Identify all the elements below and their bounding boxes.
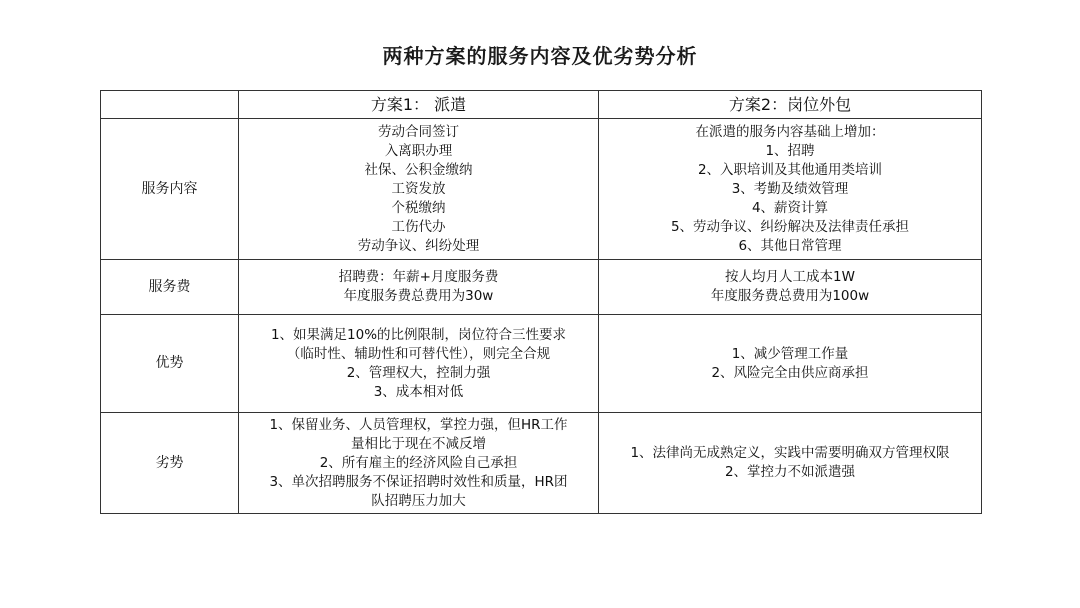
- cell-plan-b-disadvantages: [599, 413, 982, 514]
- cell-line: 入离职办理: [384, 142, 453, 159]
- cell-line: 2、入职培训及其他通用类培训: [697, 161, 883, 178]
- cell-plan-a-service-fee: [239, 260, 599, 315]
- table-row: [101, 260, 982, 315]
- cell-line: 队招聘压力加大: [371, 492, 466, 509]
- cell-line: 工伤代办: [391, 218, 446, 235]
- row-label-service-fee: 服务费: [101, 260, 239, 315]
- cell-line: 1、法律尚无成熟定义，实践中需要明确双方管理权限: [630, 445, 950, 461]
- header-corner: [101, 91, 239, 119]
- cell-line: 社保、公积金缴纳: [364, 161, 473, 178]
- header-plan-b: 方案2：岗位外包: [599, 91, 982, 119]
- comparison-table: [100, 90, 982, 514]
- header-plan-a: 方案1： 派遣: [239, 91, 599, 119]
- cell-plan-a-advantages: [239, 315, 599, 413]
- cell-plan-b-advantages: [599, 315, 982, 413]
- cell-line: 劳动争议、纠纷处理: [357, 237, 480, 254]
- cell-line: 5、劳动争议、纠纷解决及法律责任承担: [670, 218, 910, 235]
- cell-line: 年度服务费总费用为30w: [343, 288, 494, 304]
- table-row: [101, 119, 982, 260]
- cell-line: 2、风险完全由供应商承担: [711, 364, 869, 381]
- cell-line: 个税缴纳: [391, 199, 446, 216]
- table-row: [101, 413, 982, 514]
- cell-line: 3、成本相对低: [373, 383, 464, 400]
- table-header-row: [101, 91, 982, 119]
- cell-line: 6、其他日常管理: [738, 237, 842, 254]
- row-label-service-content: 服务内容: [101, 119, 239, 260]
- cell-line: （临时性、辅助性和可替代性），则完全合规: [286, 345, 551, 362]
- cell-line: 在派遣的服务内容基础上增加：: [695, 123, 885, 140]
- cell-line: 3、单次招聘服务不保证招聘时效性和质量，HR团: [269, 473, 568, 490]
- row-label-advantages: 优势: [101, 315, 239, 413]
- cell-line: 工资发放: [391, 180, 446, 197]
- table-row: [101, 315, 982, 413]
- page-title: 两种方案的服务内容及优劣势分析: [382, 44, 698, 68]
- cell-line: 2、掌控力不如派遣强: [724, 464, 856, 480]
- cell-line: 年度服务费总费用为100w: [710, 288, 870, 304]
- row-label-disadvantages: 劣势: [101, 413, 239, 514]
- cell-plan-a-service-content: [239, 119, 599, 260]
- cell-line: 2、管理权大，控制力强: [346, 364, 491, 381]
- cell-plan-b-service-fee: [599, 260, 982, 315]
- cell-line: 2、所有雇主的经济风险自己承担: [319, 454, 518, 471]
- cell-line: 按人均月人工成本1W: [725, 269, 855, 285]
- cell-line: 3、考勤及绩效管理: [731, 180, 849, 197]
- cell-line: 4、薪资计算: [751, 199, 829, 216]
- cell-line: 1、招聘: [765, 142, 815, 159]
- cell-plan-b-service-content: [599, 119, 982, 260]
- cell-line: 劳动合同签订: [378, 123, 459, 140]
- cell-line: 招聘费：年薪+月度服务费: [338, 269, 499, 285]
- cell-line: 1、保留业务、人员管理权，掌控力强，但HR工作: [269, 416, 568, 433]
- cell-line: 量相比于现在不减反增: [351, 435, 486, 452]
- cell-line: 1、如果满足10%的比例限制，岗位符合三性要求: [270, 326, 567, 343]
- cell-plan-a-disadvantages: [239, 413, 599, 514]
- cell-line: 1、减少管理工作量: [731, 345, 849, 362]
